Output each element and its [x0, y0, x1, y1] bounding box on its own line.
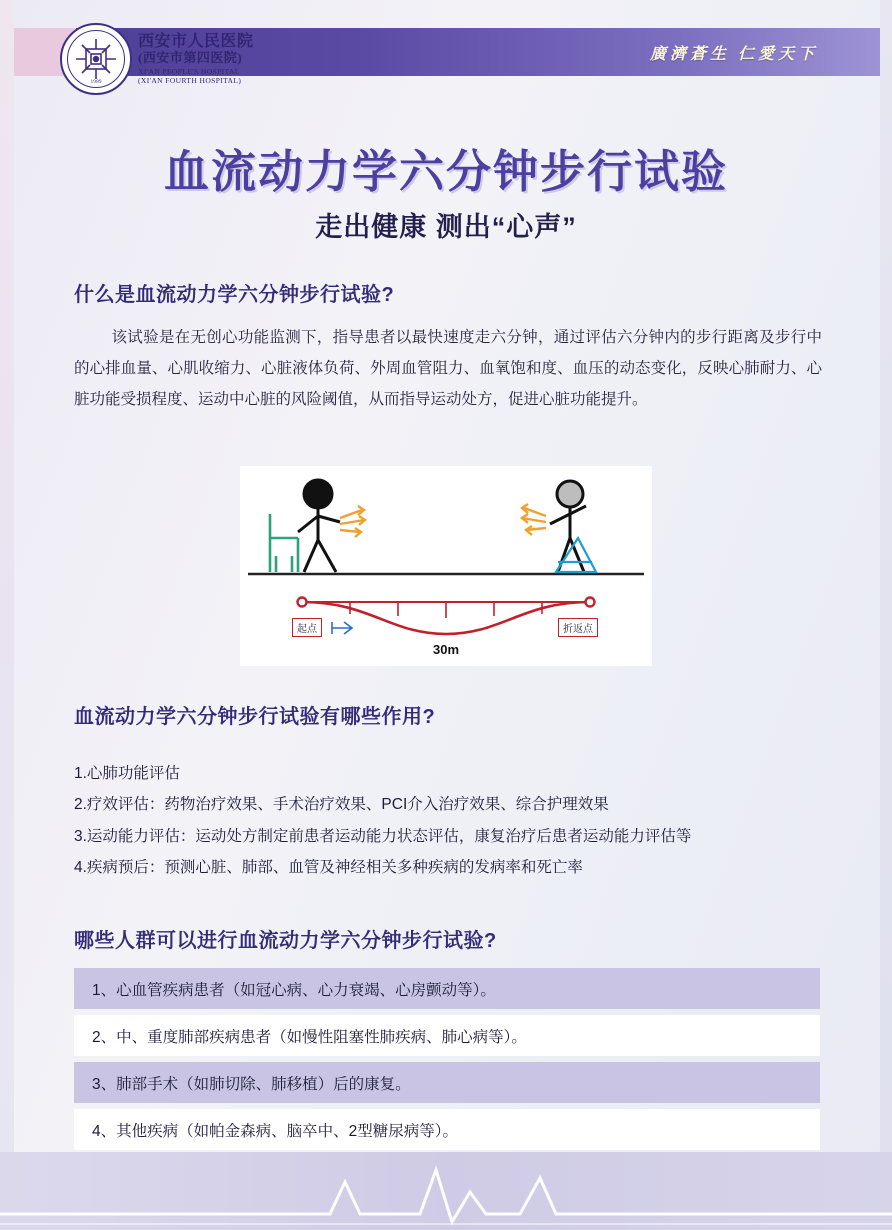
- hospital-logo-text: [138, 33, 254, 86]
- hospital-altname-cn: (西安市第四医院): [138, 50, 243, 66]
- paragraph-text: 该试验是在无创心功能监测下，指导患者以最快速度走六分钟，通过评估六分钟内的步行距离及步行中的心排血量、心肌收缩力、心脏液体负荷、外周血管阻力、血氧饱和度、血压的动态变化，反映心肺耐力、心脏功能受损程度、运动中心脏的风险阈值，从而指导运动处方，促进心脏功能提升。: [74, 329, 822, 408]
- illustration-turn-label: 折返点: [558, 618, 598, 637]
- section-heading-benefits: 血流动力学六分钟步行试验有哪些作用?: [74, 706, 436, 728]
- table-row: 1、心血管疾病患者（如冠心病、心力衰竭、心房颤动等）。: [74, 968, 820, 1009]
- page-title: 血流动力学六分钟步行试验: [163, 146, 728, 197]
- list-item: 4.疾病预后：预测心脏、肺部、血管及神经相关多种疾病的发病率和死亡率: [74, 858, 583, 876]
- section-paragraph-what-is: [74, 322, 822, 415]
- benefits-list: [74, 758, 822, 883]
- hospital-logo: [60, 18, 290, 100]
- hospital-name-en: XI'AN PEOPLE'S HOSPITAL: [138, 67, 240, 77]
- table-row: 2、中、重度肺部疾病患者（如慢性阻塞性肺疾病、肺心病等）。: [74, 1015, 820, 1056]
- ekg-footer-decoration: [0, 1152, 892, 1230]
- table-row: 3、肺部手术（如肺切除、肺移植）后的康复。: [74, 1062, 820, 1103]
- illustration-start-label: 起点: [292, 618, 322, 637]
- hospital-name-cn: 西安市人民医院: [138, 32, 254, 50]
- page-subtitle: 走出健康 测出“心声”: [315, 212, 577, 242]
- list-item: 1.心肺功能评估: [74, 765, 180, 782]
- walk-test-illustration: [240, 466, 652, 666]
- audience-rows: [74, 968, 820, 1156]
- hospital-altname-en: (XI'AN FOURTH HOSPITAL): [138, 75, 242, 85]
- svg-text:1989: 1989: [90, 79, 102, 85]
- illustration-distance-label: 30m: [432, 642, 460, 657]
- section-heading-what-is: 什么是血流动力学六分钟步行试验?: [74, 284, 395, 306]
- header-slogan: 廣濟蒼生 仁愛天下: [649, 45, 818, 63]
- hospital-seal-icon: [60, 23, 132, 95]
- table-row: 4、其他疾病（如帕金森病、脑卒中、2型糖尿病等）。: [74, 1109, 820, 1150]
- section-heading-audience: 哪些人群可以进行血流动力学六分钟步行试验?: [74, 930, 497, 952]
- list-item: 2.疗效评估：药物治疗效果、手术治疗效果、PCI介入治疗效果、综合护理效果: [74, 796, 609, 814]
- list-item: 3.运动能力评估：运动处方制定前患者运动能力状态评估，康复治疗后患者运动能力评估等: [74, 827, 692, 845]
